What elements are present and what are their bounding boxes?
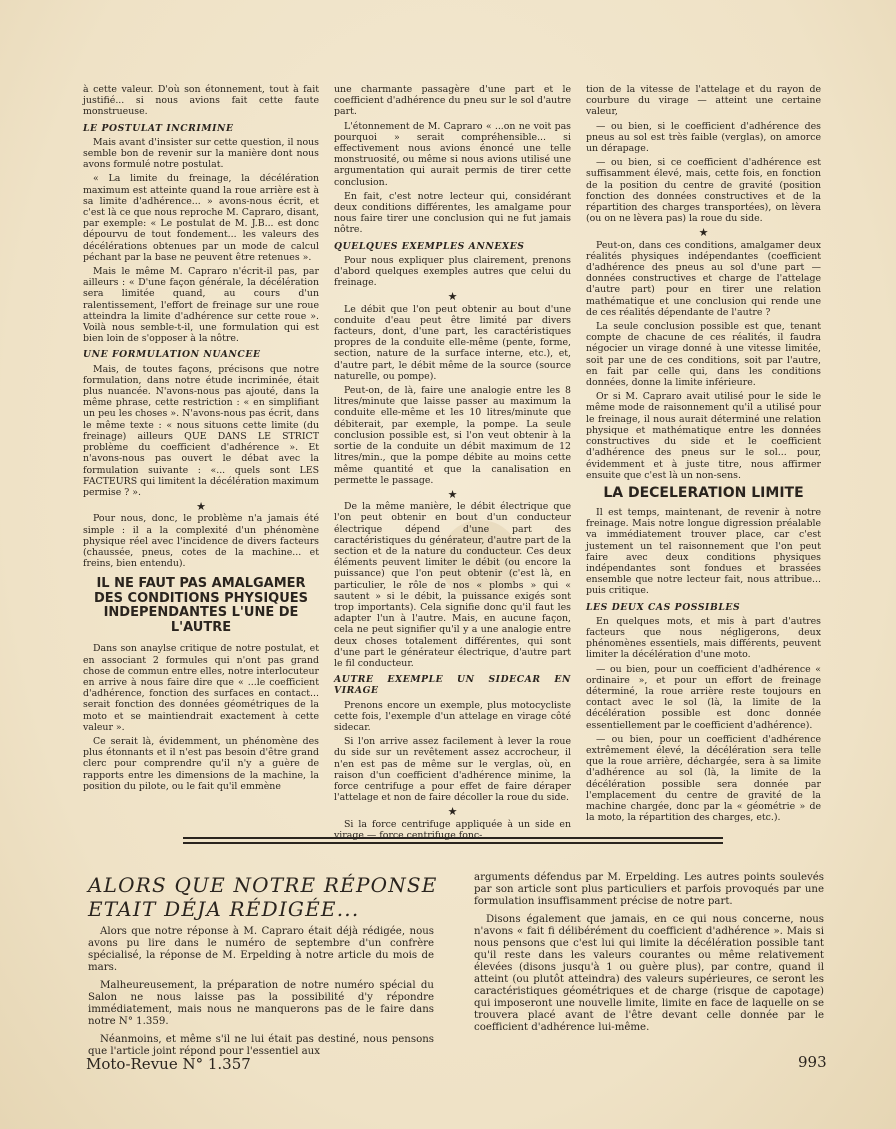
paragraph: La seule conclusion possible est que, tenant compte de chacune de ces réalités, il faudra négocier un virage donné à une vitesse limitée, soit par une de ces conditions, soit par l'autre, en fait par celle qui, dans les conditions données, donne la limite inférieure.	[586, 321, 821, 389]
paragraph: Néanmoins, et même s'il ne lui était pas destiné, nous pensons que l'article joint répond pour l'essentiel aux	[88, 1034, 434, 1057]
subheading-exemples: QUELQUES EXEMPLES ANNEXES	[334, 240, 525, 252]
paragraph: En fait, c'est notre lecteur qui, considérant deux conditions différentes, les amalgame pour nous faire tirer une conclusion qui ne fut jamais nôtre.	[334, 190, 571, 236]
box-title: ALORS QUE NOTRE RÉPONSE ETAIT DÉJA RÉDIGÉE...	[88, 873, 438, 921]
paragraph: Peut-on, dans ces conditions, amalgamer deux réalités physiques indépendantes (coefficient d'adhérence des pneus au sol d'une part — données constructives et charge de l'attelage d'autre part) pour en tirer une relation mathématique et une conclusion qui rende une de ces réalités dépendante de l'autre ?	[586, 239, 821, 318]
paragraph: « La limite du freinage, la décélération maximum est atteinte quand la roue arrière est à sa limite d'adhérence... » avons-nous écrit, et c'est là ce que nous reproche M. Capraro, disant, par exemple: « Le postulat de M. J.B... est donc dépourvu de tout fondement... les valeurs des décélérations obtenues par un mode de calcul péchant par la base ne peuvent être retenues ».	[83, 173, 319, 263]
paragraph: Ce serait là, évidemment, un phénomène des plus étonnants et il n'est pas besoin d'être grand clerc pour comprendre qu'il n'y a guère de rapports entre les dimensions de la machine, la position du pilote, ou le fait qu'il emmène	[83, 735, 319, 792]
paragraph: une charmante passagère d'une part et le coefficient d'adhérence du pneu sur le sol d'autre part.	[334, 84, 571, 118]
divider-rule	[183, 837, 723, 839]
paragraph: Malheureusement, la préparation de notre numéro spécial du Salon ne nous laisse pas la possibilité d'y répondre immédiatement, mais nous ne manquerons pas de le faire dans notre N° 1.359.	[88, 980, 434, 1027]
paragraph: Alors que notre réponse à M. Capraro était déjà rédigée, nous avons pu lire dans le numéro de septembre d'un confrère spécialisé, la réponse de M. Erpelding à notre article du mois de mars.	[88, 926, 434, 973]
subheading-sidecar: AUTRE EXEMPLE UN SIDECAR EN VIRAGE	[334, 674, 571, 697]
paragraph: tion de la vitesse de l'attelage et du rayon de courbure du virage — atteint une certaine valeur,	[586, 84, 821, 118]
box-column-left	[88, 926, 434, 1064]
column-2	[334, 84, 571, 844]
paragraph: Prenons encore un exemple, plus motocycliste cette fois, l'exemple d'un attelage en virage côté sidecar.	[334, 699, 571, 733]
star-separator: ★	[698, 226, 709, 240]
star-separator: ★	[196, 500, 206, 514]
paragraph: Pour nous expliquer plus clairement, prenons d'abord quelques exemples autres que celui du freinage.	[334, 254, 571, 289]
page-number: 993	[798, 1053, 827, 1071]
paragraph: Peut-on, de là, faire une analogie entre les 8 litres/minute que laisse passer au maximum la conduite elle-même et les 10 litres/minute que débiterait, par exemple, la pompe. La seule conclusion possible est, si l'on veut obtenir à la sortie de la conduite un débit maximum de 12 litres/min., que la pompe débite au moins cette même quantité et que la canalisation en permette le passage.	[334, 385, 571, 486]
paragraph: Pour nous, donc, le problème n'a jamais été simple : il a la complexité d'un phénomène physique réel avec l'incidence de divers facteurs (chaussée, pneus, cotes de la machine... et freins, bien entendu).	[83, 513, 319, 570]
subheading-postulat: LE POSTULAT INCRIMINE	[83, 122, 234, 134]
paragraph: arguments défendus par M. Erpelding. Les autres points soulevés par son article sont plus particuliers et parfois provoqués par une formulation insuffisamment précise de notre part.	[474, 872, 824, 907]
section-headline: LA DECELERATION LIMITE	[603, 484, 804, 501]
column-1	[83, 84, 319, 795]
star-separator: ★	[447, 805, 458, 819]
box-column-right	[474, 872, 824, 1040]
paragraph: Dans son anaylse critique de notre postulat, et en associant 2 formules qui n'ont pas grand chose de commun entre elles, notre interlocuteur en arrive à nous faire dire que « ...le coefficient d'adhérence, fonction des surfaces en contact... serait fonction des données géométriques de la moto et se maintiendrait exactement à cette valeur ».	[83, 643, 319, 733]
paragraph: Il est temps, maintenant, de revenir à notre freinage. Mais notre longue digression préalable va immédiatement trouver place, car c'est justement un tel raisonnement que l'on peut faire avec deux conditions physiques indépendantes sont fondues et brassées ensemble que notre lecteur fait, nous attribue... puis critique.	[586, 506, 821, 597]
star-separator: ★	[447, 487, 458, 501]
paragraph: De la même manière, le débit électrique que l'on peut obtenir en bout d'un conducteur électrique dépend d'une part des caractéristiques du générateur, d'autre part de la section et de la nature du conducteur. Ces deux éléments peuvent limiter le débit (ou encore la puissance) que l'on peut obtenir (c'est là, en particulier, le rôle de nos « plombs » qui « sautent » si le débit, la puissance exigés sont trop importants). Cela signifie donc qu'il faut les adapter l'un à l'autre. Mais, en aucune façon, cela ne peut signifier qu'il y a une analogie entre deux choses totalement différentes, qui sont d'une part le générateur électrique, d'autre part le fil conducteur.	[334, 501, 571, 669]
paragraph: — ou bien, pour un coefficient d'adhérence « ordinaire », et pour un effort de freinage déterminé, la roue arrière reste toujours en contact avec le sol (là, la limite de la décélération possible est donc donnée essentiellement par le coefficient d'adhérence).	[586, 663, 821, 731]
paragraph: Disons également que jamais, en ce qui nous concerne, nous n'avons « fait fi délibérément du coefficient d'adhérence ». Mais si nous pensons que c'est lui qui limite la décélération possible tant qu'il reste dans les valeurs courantes ou même relativement élevées (disons jusqu'à 1 ou guère plus), par contre, quand il atteint (ou plutôt atteindra) des valeurs supérieures, ce seront les caractéristiques géométriques et de charge (risque de capotage) qui imposeront une nouvelle limite, limite en face de laquelle on se trouvera placé avant de l'être devant celle donnée par le coefficient d'adhérence lui-même.	[474, 914, 824, 1033]
paragraph: Le débit que l'on peut obtenir au bout d'une conduite d'eau peut être limité par divers facteurs, dont, d'une part, les caractéristiques propres de la conduite elle-même (pente, forme, section, nature de la surface interne, etc.), et, d'autre part, le débit même de la source (source naturelle, ou pompe).	[334, 303, 571, 382]
paragraph: Mais, de toutes façons, précisons que notre formulation, dans notre étude incriminée, était plus nuancée. N'avons-nous pas ajouté, dans la même phrase, cette restriction : « en simplifiant un peu les choses ». N'avons-nous pas écrit, dans le même texte : « nous situons cette limite (du freinage) ailleurs QUE DANS LE STRICT problème du coefficient d'adhérence ». Et n'avons-nous pas ouvert le débat avec la formulation suivante : «... quels sont LES FACTEURS qui limitent la décélération maximum permise ? ».	[83, 363, 319, 498]
divider-rule	[183, 842, 723, 844]
paragraph: — ou bien, si ce coefficient d'adhérence est suffisamment élevé, mais, cette fois, en fonction de la position du centre de gravité (position fonction des données constructives et de la répartition des charges transportées), on lèvera (ou on ne lèvera pas) la roue du side.	[586, 157, 821, 225]
paragraph: — ou bien, pour un coefficient d'adhérence extrêmement élevé, la décélération sera telle que la roue arrière, déchargée, sera à sa limite d'adhérence au sol (là, la limite de la décélération possible sera donnée par l'emplacement du centre de gravité de la machine chargée, donc par la « géométrie » de la moto, la répartition des charges, etc.).	[586, 733, 821, 824]
subheading-formulation: UNE FORMULATION NUANCEE	[83, 349, 261, 361]
magazine-issue: Moto-Revue N° 1.357	[86, 1055, 251, 1073]
paragraph: Mais avant d'insister sur cette question, il nous semble bon de revenir sur la manière dont nous avons formulé notre postulat.	[83, 136, 319, 171]
paragraph: Si l'on arrive assez facilement à lever la roue du side sur un revêtement assez accrocheur, il n'en est pas de même sur le verglas, où, en raison d'un coefficient d'adhérence minime, la force centrifuge a pour effet de faire déraper l'attelage et non de faire décoller la roue du side.	[334, 736, 571, 804]
section-headline: IL NE FAUT PAS AMALGAMER DES CONDITIONS PHYSIQUES INDEPENDANTES L'UNE DE L'AUTRE	[93, 576, 309, 635]
paragraph: Si la force centrifuge appliquée à un side en virage — force centrifuge fonc-	[334, 818, 571, 841]
paragraph: — ou bien, si le coefficient d'adhérence des pneus au sol est très faible (verglas), on amorce un dérapage.	[586, 120, 821, 155]
paragraph: L'étonnement de M. Capraro « ...on ne voit pas pourquoi » serait compréhensible... si effectivement nous avions énoncé une telle monstruosité, ou même si nous avions utilisé une argumentation qui aurait permis de tirer cette conclusion.	[334, 120, 571, 188]
subheading-cas: LES DEUX CAS POSSIBLES	[586, 601, 741, 613]
paragraph: Mais le même M. Capraro n'écrit-il pas, par ailleurs : « D'une façon générale, la décélération sera limitée quand, au cours d'un ralentissement, l'effort de freinage sur une roue atteindra la limite d'adhérence sur cette roue ». Voilà nous semble-t-il, une formulation qui est bien loin de s'opposer à la nôtre.	[83, 266, 319, 345]
paragraph: à cette valeur. D'où son étonnement, tout à fait justifié... si nous avions fait cette faute monstrueuse.	[83, 84, 319, 118]
paragraph: En quelques mots, et mis à part d'autres facteurs que nous négligerons, deux phénomènes essentiels, mais différents, peuvent limiter la décélération d'une moto.	[586, 615, 821, 661]
column-3	[586, 84, 821, 826]
star-separator: ★	[447, 290, 458, 304]
paragraph: Or si M. Capraro avait utilisé pour le side le même mode de raisonnement qu'il a utilisé pour le freinage, il nous aurait déterminé une relation physique et mathématique entre les données constructives du side et le coefficient d'adhérence des pneus sur le sol... pour, évidemment et à juste titre, nous affirmer ensuite que c'est là un non-sens.	[586, 391, 821, 481]
